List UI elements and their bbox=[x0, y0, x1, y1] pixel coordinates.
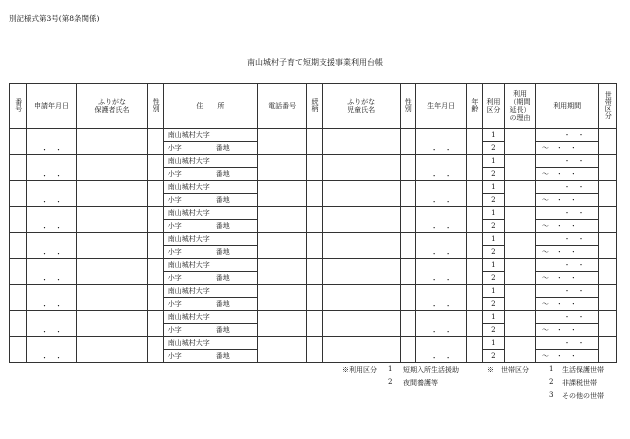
cell-address-line1[interactable]: 南山城村大字 bbox=[163, 259, 257, 272]
cell-child-name[interactable] bbox=[322, 233, 400, 259]
header-address: 住 所 bbox=[163, 84, 257, 129]
cell-application-date[interactable]: ・ ・ bbox=[27, 285, 76, 311]
cell-child-gender[interactable] bbox=[400, 311, 415, 337]
cell-period-start[interactable]: ・ ・ bbox=[535, 155, 599, 168]
cell-usage-class-2[interactable]: 2 bbox=[482, 272, 505, 285]
header-usage-period: 利用期間 bbox=[535, 84, 599, 129]
cell-guardian-name[interactable] bbox=[76, 337, 148, 363]
cell-phone[interactable] bbox=[258, 181, 307, 207]
header-reason bbox=[505, 84, 536, 129]
cell-reason[interactable] bbox=[505, 155, 536, 181]
record-row bbox=[10, 129, 617, 142]
cell-household-class[interactable] bbox=[599, 129, 617, 155]
cell-application-date[interactable]: ・ ・ bbox=[27, 207, 76, 233]
cell-guardian-gender[interactable] bbox=[148, 311, 163, 337]
cell-age[interactable] bbox=[467, 207, 482, 233]
cell-usage-class-1[interactable]: 1 bbox=[482, 181, 505, 194]
cell-household-class[interactable] bbox=[599, 207, 617, 233]
cell-number[interactable] bbox=[10, 155, 27, 181]
cell-household-class[interactable] bbox=[599, 285, 617, 311]
cell-application-date[interactable]: ・ ・ bbox=[27, 259, 76, 285]
cell-relation[interactable] bbox=[307, 311, 322, 337]
table-body bbox=[10, 129, 617, 363]
cell-number[interactable] bbox=[10, 207, 27, 233]
cell-guardian-gender[interactable] bbox=[148, 259, 163, 285]
cell-period-end[interactable]: ～ ・ ・ bbox=[535, 246, 599, 259]
cell-household-class[interactable] bbox=[599, 337, 617, 363]
record-row bbox=[10, 181, 617, 194]
cell-usage-class-2[interactable]: 2 bbox=[482, 142, 505, 155]
header-relation: 続柄 bbox=[307, 84, 322, 129]
cell-application-date[interactable]: ・ ・ bbox=[27, 311, 76, 337]
cell-relation[interactable] bbox=[307, 181, 322, 207]
cell-usage-class-2[interactable]: 2 bbox=[482, 194, 505, 207]
cell-reason[interactable] bbox=[505, 129, 536, 155]
cell-period-start[interactable]: ・ ・ bbox=[535, 285, 599, 298]
cell-guardian-name[interactable] bbox=[76, 129, 148, 155]
cell-guardian-name[interactable] bbox=[76, 233, 148, 259]
cell-child-name[interactable] bbox=[322, 207, 400, 233]
cell-household-class[interactable] bbox=[599, 233, 617, 259]
header-child-name bbox=[322, 84, 400, 129]
cell-guardian-gender[interactable] bbox=[148, 207, 163, 233]
cell-usage-class-1[interactable]: 1 bbox=[482, 129, 505, 142]
cell-usage-class-1[interactable]: 1 bbox=[482, 311, 505, 324]
cell-application-date[interactable]: ・ ・ bbox=[27, 181, 76, 207]
cell-child-gender[interactable] bbox=[400, 207, 415, 233]
cell-relation[interactable] bbox=[307, 285, 322, 311]
cell-usage-class-1[interactable]: 1 bbox=[482, 337, 505, 350]
cell-usage-class-1[interactable]: 1 bbox=[482, 259, 505, 272]
cell-period-end[interactable]: ～ ・ ・ bbox=[535, 168, 599, 181]
cell-child-name[interactable] bbox=[322, 155, 400, 181]
cell-address-line2[interactable]: 小字 番地 bbox=[163, 220, 257, 233]
cell-relation[interactable] bbox=[307, 233, 322, 259]
cell-phone[interactable] bbox=[258, 207, 307, 233]
household-class-legend-item: その他の世帯 bbox=[562, 392, 604, 400]
cell-household-class[interactable] bbox=[599, 259, 617, 285]
cell-period-start[interactable]: ・ ・ bbox=[535, 181, 599, 194]
cell-period-start[interactable]: ・ ・ bbox=[535, 233, 599, 246]
cell-period-start[interactable]: ・ ・ bbox=[535, 207, 599, 220]
cell-age[interactable] bbox=[467, 181, 482, 207]
cell-period-end[interactable]: ～ ・ ・ bbox=[535, 324, 599, 337]
cell-relation[interactable] bbox=[307, 337, 322, 363]
cell-child-gender[interactable] bbox=[400, 155, 415, 181]
cell-reason[interactable] bbox=[505, 337, 536, 363]
cell-period-end[interactable]: ～ ・ ・ bbox=[535, 350, 599, 363]
cell-child-name[interactable] bbox=[322, 311, 400, 337]
cell-child-name[interactable] bbox=[322, 181, 400, 207]
header-guardian-name bbox=[76, 84, 148, 129]
household-class-legend-number: 1 bbox=[549, 365, 554, 373]
cell-household-class[interactable] bbox=[599, 155, 617, 181]
cell-guardian-name[interactable] bbox=[76, 207, 148, 233]
cell-address-line2[interactable]: 小字 番地 bbox=[163, 298, 257, 311]
cell-period-start[interactable]: ・ ・ bbox=[535, 129, 599, 142]
cell-reason[interactable] bbox=[505, 259, 536, 285]
household-class-legend-item: 非課税世帯 bbox=[562, 379, 597, 387]
cell-period-end[interactable]: ～ ・ ・ bbox=[535, 142, 599, 155]
header-phone: 電話番号 bbox=[258, 84, 307, 129]
cell-number[interactable] bbox=[10, 311, 27, 337]
cell-address-line2[interactable]: 小字 番地 bbox=[163, 246, 257, 259]
cell-age[interactable] bbox=[467, 129, 482, 155]
cell-relation[interactable] bbox=[307, 207, 322, 233]
record-row bbox=[10, 337, 617, 350]
household-class-legend-number: 2 bbox=[549, 378, 554, 386]
cell-child-gender[interactable] bbox=[400, 233, 415, 259]
cell-phone[interactable] bbox=[258, 233, 307, 259]
cell-address-line1[interactable]: 南山城村大字 bbox=[163, 337, 257, 350]
cell-birth-date[interactable]: ・ ・ bbox=[415, 285, 466, 311]
cell-usage-class-2[interactable]: 2 bbox=[482, 324, 505, 337]
header-child-gender: 性別 bbox=[400, 84, 415, 129]
cell-phone[interactable] bbox=[258, 337, 307, 363]
cell-guardian-name[interactable] bbox=[76, 285, 148, 311]
cell-number[interactable] bbox=[10, 181, 27, 207]
cell-address-line2[interactable]: 小字 番地 bbox=[163, 324, 257, 337]
usage-class-legend-number: 2 bbox=[388, 378, 393, 386]
cell-relation[interactable] bbox=[307, 259, 322, 285]
header-guardian-name-label: 保護者氏名 bbox=[94, 106, 130, 114]
cell-address-line1[interactable]: 南山城村大字 bbox=[163, 129, 257, 142]
cell-period-end[interactable]: ～ ・ ・ bbox=[535, 194, 599, 207]
household-class-legend-heading: ※ 世帯区分 bbox=[487, 366, 529, 374]
cell-period-start[interactable]: ・ ・ bbox=[535, 337, 599, 350]
cell-address-line2[interactable]: 小字 番地 bbox=[163, 194, 257, 207]
cell-usage-class-2[interactable]: 2 bbox=[482, 220, 505, 233]
cell-phone[interactable] bbox=[258, 259, 307, 285]
record-row bbox=[10, 259, 617, 272]
header-birth-date: 生年月日 bbox=[415, 84, 466, 129]
cell-reason[interactable] bbox=[505, 181, 536, 207]
cell-reason[interactable] bbox=[505, 207, 536, 233]
cell-usage-class-1[interactable]: 1 bbox=[482, 233, 505, 246]
header-reason-line: の理由 bbox=[509, 114, 531, 123]
cell-number[interactable] bbox=[10, 259, 27, 285]
cell-number[interactable] bbox=[10, 233, 27, 259]
cell-guardian-gender[interactable] bbox=[148, 181, 163, 207]
cell-reason[interactable] bbox=[505, 233, 536, 259]
cell-application-date[interactable]: ・ ・ bbox=[27, 129, 76, 155]
cell-age[interactable] bbox=[467, 233, 482, 259]
record-row bbox=[10, 311, 617, 324]
usage-class-legend-item: 短期入所生活援助 bbox=[403, 366, 459, 374]
cell-relation[interactable] bbox=[307, 155, 322, 181]
table-header-row bbox=[10, 84, 617, 129]
cell-address-line1[interactable]: 南山城村大字 bbox=[163, 285, 257, 298]
cell-child-gender[interactable] bbox=[400, 337, 415, 363]
cell-address-line1[interactable]: 南山城村大字 bbox=[163, 181, 257, 194]
cell-number[interactable] bbox=[10, 285, 27, 311]
cell-guardian-name[interactable] bbox=[76, 311, 148, 337]
header-child-name-label: 児童氏名 bbox=[347, 106, 376, 114]
header-reason-line: 利用 bbox=[513, 89, 528, 98]
cell-reason[interactable] bbox=[505, 311, 536, 337]
cell-usage-class-2[interactable]: 2 bbox=[482, 298, 505, 311]
cell-guardian-name[interactable] bbox=[76, 155, 148, 181]
cell-address-line1[interactable]: 南山城村大字 bbox=[163, 233, 257, 246]
cell-child-gender[interactable] bbox=[400, 181, 415, 207]
cell-application-date[interactable]: ・ ・ bbox=[27, 337, 76, 363]
cell-age[interactable] bbox=[467, 259, 482, 285]
cell-household-class[interactable] bbox=[599, 181, 617, 207]
cell-address-line1[interactable]: 南山城村大字 bbox=[163, 207, 257, 220]
cell-guardian-name[interactable] bbox=[76, 259, 148, 285]
cell-number[interactable] bbox=[10, 337, 27, 363]
header-number: 番号 bbox=[10, 84, 27, 129]
usage-ledger-table bbox=[9, 83, 617, 363]
header-guardian-furigana: ふりがな bbox=[98, 97, 126, 106]
cell-guardian-gender[interactable] bbox=[148, 337, 163, 363]
cell-guardian-gender[interactable] bbox=[148, 129, 163, 155]
cell-phone[interactable] bbox=[258, 285, 307, 311]
cell-number[interactable] bbox=[10, 129, 27, 155]
document-title: 南山城村子育て短期支援事業利用台帳 bbox=[247, 58, 383, 67]
cell-birth-date[interactable]: ・ ・ bbox=[415, 207, 466, 233]
header-reason-line: 延長） bbox=[509, 106, 531, 114]
header-household-class: 世帯区分 bbox=[599, 84, 617, 129]
cell-child-gender[interactable] bbox=[400, 285, 415, 311]
cell-child-name[interactable] bbox=[322, 259, 400, 285]
cell-application-date[interactable]: ・ ・ bbox=[27, 155, 76, 181]
cell-application-date[interactable]: ・ ・ bbox=[27, 233, 76, 259]
cell-age[interactable] bbox=[467, 311, 482, 337]
cell-address-line2[interactable]: 小字 番地 bbox=[163, 350, 257, 363]
header-application-date: 申請年月日 bbox=[27, 84, 76, 129]
household-class-legend-number: 3 bbox=[549, 391, 554, 399]
header-reason-line: （期間 bbox=[509, 97, 531, 106]
header-guardian-gender: 性別 bbox=[148, 84, 163, 129]
usage-class-legend-heading: ※利用区分 bbox=[342, 366, 377, 374]
cell-usage-class-1[interactable]: 1 bbox=[482, 155, 505, 168]
cell-birth-date[interactable]: ・ ・ bbox=[415, 311, 466, 337]
cell-child-gender[interactable] bbox=[400, 259, 415, 285]
cell-address-line1[interactable]: 南山城村大字 bbox=[163, 155, 257, 168]
cell-guardian-gender[interactable] bbox=[148, 155, 163, 181]
cell-birth-date[interactable]: ・ ・ bbox=[415, 155, 466, 181]
cell-birth-date[interactable]: ・ ・ bbox=[415, 181, 466, 207]
cell-phone[interactable] bbox=[258, 311, 307, 337]
cell-age[interactable] bbox=[467, 155, 482, 181]
form-number: 別記様式第3号(第8条関係) bbox=[9, 14, 100, 23]
record-row bbox=[10, 233, 617, 246]
cell-birth-date[interactable]: ・ ・ bbox=[415, 129, 466, 155]
usage-class-legend-number: 1 bbox=[388, 365, 393, 373]
cell-period-start[interactable]: ・ ・ bbox=[535, 311, 599, 324]
cell-age[interactable] bbox=[467, 285, 482, 311]
cell-birth-date[interactable]: ・ ・ bbox=[415, 259, 466, 285]
cell-address-line2[interactable]: 小字 番地 bbox=[163, 272, 257, 285]
cell-guardian-name[interactable] bbox=[76, 181, 148, 207]
cell-usage-class-2[interactable]: 2 bbox=[482, 168, 505, 181]
cell-age[interactable] bbox=[467, 337, 482, 363]
cell-period-start[interactable]: ・ ・ bbox=[535, 259, 599, 272]
cell-usage-class-1[interactable]: 1 bbox=[482, 207, 505, 220]
cell-child-name[interactable] bbox=[322, 129, 400, 155]
header-age: 年齢 bbox=[467, 84, 482, 129]
cell-household-class[interactable] bbox=[599, 311, 617, 337]
cell-address-line2[interactable]: 小字 番地 bbox=[163, 168, 257, 181]
cell-relation[interactable] bbox=[307, 129, 322, 155]
cell-usage-class-2[interactable]: 2 bbox=[482, 246, 505, 259]
cell-birth-date[interactable]: ・ ・ bbox=[415, 233, 466, 259]
cell-address-line1[interactable]: 南山城村大字 bbox=[163, 311, 257, 324]
cell-usage-class-1[interactable]: 1 bbox=[482, 285, 505, 298]
cell-phone[interactable] bbox=[258, 129, 307, 155]
record-row bbox=[10, 155, 617, 168]
cell-birth-date[interactable]: ・ ・ bbox=[415, 337, 466, 363]
cell-child-name[interactable] bbox=[322, 285, 400, 311]
cell-guardian-gender[interactable] bbox=[148, 233, 163, 259]
usage-class-legend-item: 夜間養護等 bbox=[403, 379, 438, 387]
cell-period-end[interactable]: ～ ・ ・ bbox=[535, 220, 599, 233]
cell-period-end[interactable]: ～ ・ ・ bbox=[535, 272, 599, 285]
cell-address-line2[interactable]: 小字 番地 bbox=[163, 142, 257, 155]
cell-phone[interactable] bbox=[258, 155, 307, 181]
header-usage-class: 利用区分 bbox=[482, 84, 505, 129]
cell-child-name[interactable] bbox=[322, 337, 400, 363]
cell-usage-class-2[interactable]: 2 bbox=[482, 350, 505, 363]
cell-guardian-gender[interactable] bbox=[148, 285, 163, 311]
header-child-furigana: ふりがな bbox=[347, 97, 376, 106]
cell-child-gender[interactable] bbox=[400, 129, 415, 155]
cell-period-end[interactable]: ～ ・ ・ bbox=[535, 298, 599, 311]
household-class-legend-item: 生活保護世帯 bbox=[562, 366, 604, 374]
record-row bbox=[10, 285, 617, 298]
cell-reason[interactable] bbox=[505, 285, 536, 311]
record-row bbox=[10, 207, 617, 220]
